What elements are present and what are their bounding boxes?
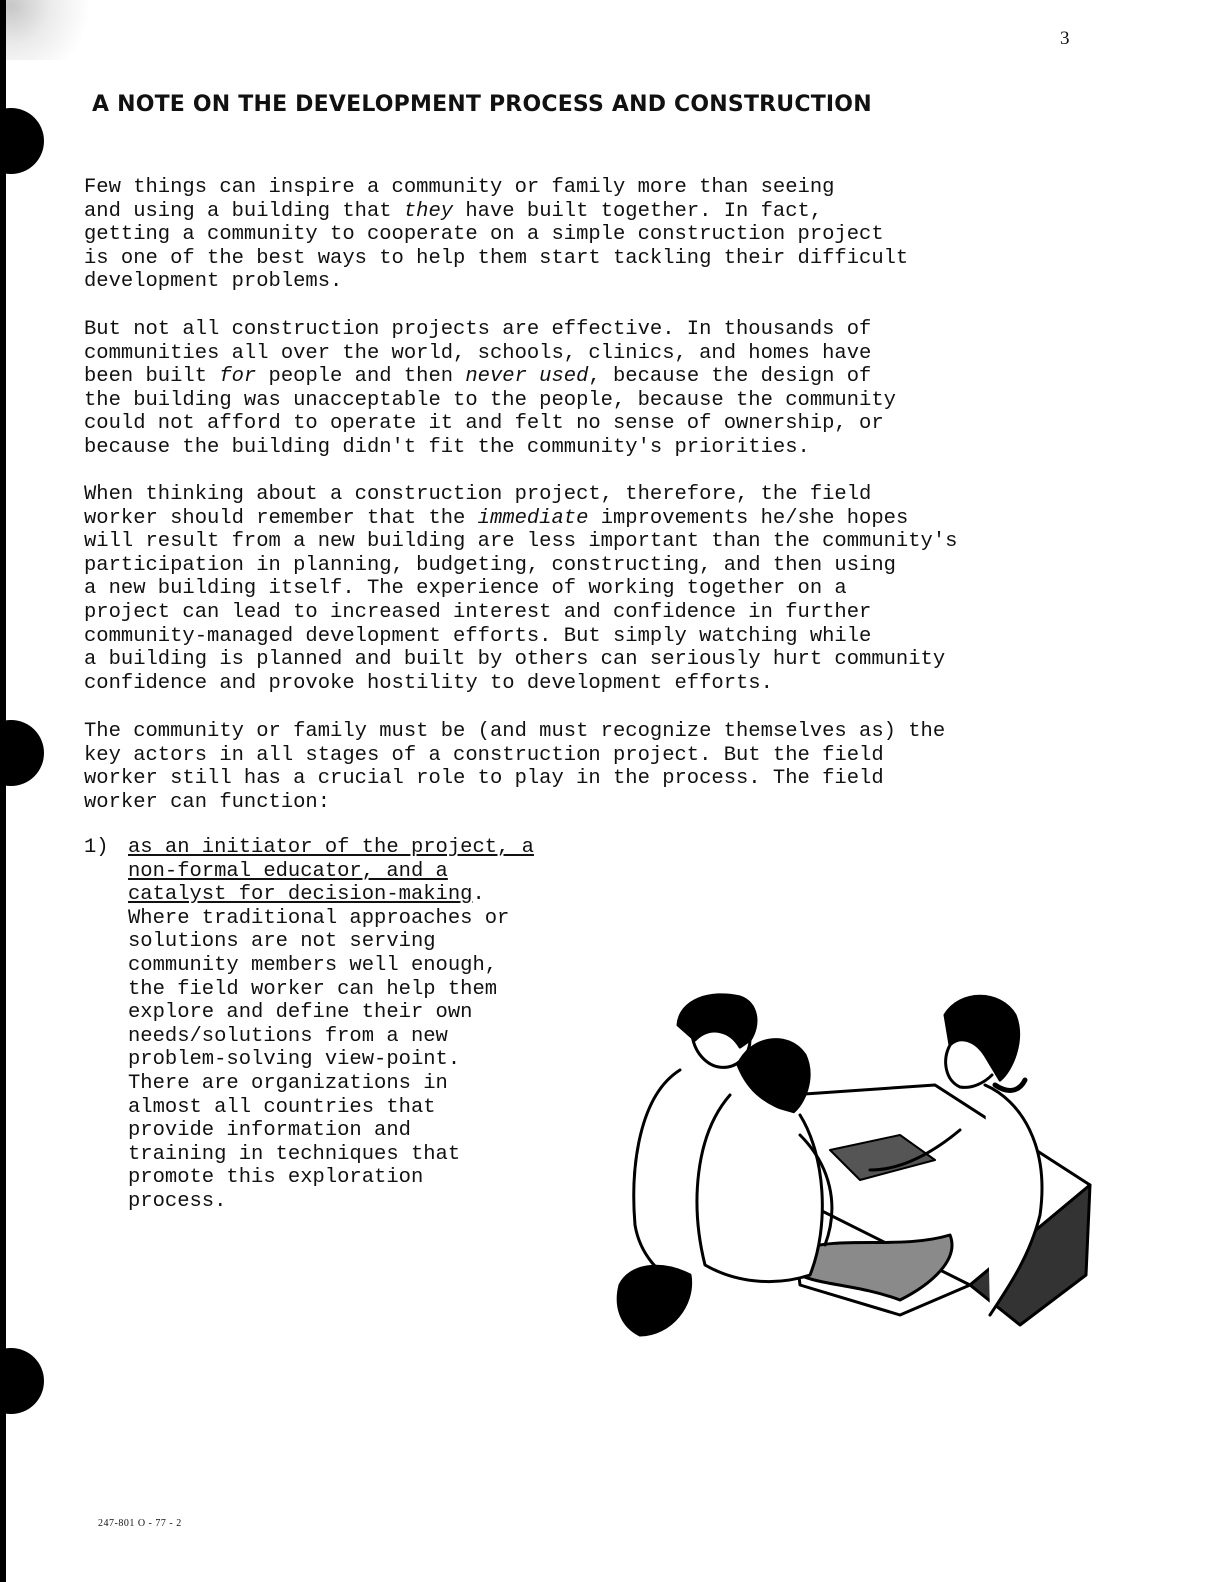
page-title: A NOTE ON THE DEVELOPMENT PROCESS AND CONSTRUCTION bbox=[92, 92, 872, 117]
paragraph-3-emphasis-immediate: immediate bbox=[477, 506, 589, 530]
right-person-hair bbox=[945, 996, 1019, 1080]
paragraph-1-emphasis-they: they bbox=[403, 199, 454, 223]
footer-print-code: 247-801 O - 77 - 2 bbox=[98, 1518, 182, 1529]
paragraph-2 bbox=[84, 318, 1124, 460]
paragraph-3-text-a: When thinking about a construction project, therefore, the field worker should remember that the bbox=[84, 483, 872, 530]
illustration-people-at-table bbox=[600, 985, 1100, 1345]
paragraph-4 bbox=[84, 720, 1124, 814]
left-person-pants bbox=[618, 1266, 690, 1335]
binding-hole-middle bbox=[0, 720, 44, 786]
list-item bbox=[128, 836, 598, 1214]
paragraph-2-text-a: But not all construction projects are effective. In thousands of communities all over the world, schools, clinics, and homes have been built bbox=[84, 318, 872, 389]
page-left-edge bbox=[0, 0, 6, 1582]
paragraph-3 bbox=[84, 483, 1124, 695]
paragraph-1-text-b: have built together. In fact, getting a community to cooperate on a simple construction project is one of the best ways to help them start tackling their difficult development problems. bbox=[84, 199, 909, 294]
paragraph-4-text: The community or family must be (and must recognize themselves as) the key actors in all stages of a construction project. But the field worker still has a crucial role to play in the process. The field worker can function: bbox=[84, 720, 946, 814]
binding-hole-bottom bbox=[0, 1348, 44, 1414]
list-item-underlined-text: as an initiator of the project, a non-formal educator, and a catalyst for decision-making bbox=[128, 836, 534, 907]
list-item-marker: 1) bbox=[84, 836, 109, 859]
binding-hole-top bbox=[0, 108, 44, 174]
left-person-hair bbox=[678, 995, 756, 1047]
paragraph-1-text-a: Few things can inspire a community or family more than seeing and using a building that bbox=[84, 176, 835, 223]
middle-person-back bbox=[697, 1095, 822, 1282]
right-person-collar bbox=[995, 1080, 1025, 1090]
paragraph-2-emphasis-for: for bbox=[219, 365, 257, 389]
scan-corner-noise bbox=[0, 0, 110, 60]
paragraph-3-text-b: improvements he/she hopes will result from a new building are less important than the community's participation in planning, budgeting, constructing, and then using a new building itself. The experience of working together on a project can lead to increased interest and confidence in further community-managed development efforts. But simply watching while a building is planned and built by others can seriously hurt community confidence and provoke hostility to development efforts. bbox=[84, 506, 958, 695]
table-cloth-shade bbox=[800, 1235, 952, 1300]
paragraph-1 bbox=[84, 176, 1124, 294]
paragraph-2-text-c: , because the design of the building was unacceptable to the people, because the community could not afford to operate it and felt no sense of ownership, or because the building didn't fit the community's priorities. bbox=[84, 365, 896, 459]
paragraph-2-emphasis-never-used: never used bbox=[465, 365, 589, 389]
left-person-body bbox=[634, 1070, 680, 1285]
page-number: 3 bbox=[1060, 28, 1070, 49]
list-item-body-text: Where traditional approaches or solutions are not serving community members well enough, the field worker can help them explore and define their own needs/solutions from a new problem-solving view-point. There are organizations in almost all countries that provide information and training in techniques that promote this exploration process. bbox=[128, 906, 510, 1213]
list-item-period: . bbox=[472, 883, 485, 907]
paragraph-2-text-b: people and then bbox=[256, 365, 466, 389]
